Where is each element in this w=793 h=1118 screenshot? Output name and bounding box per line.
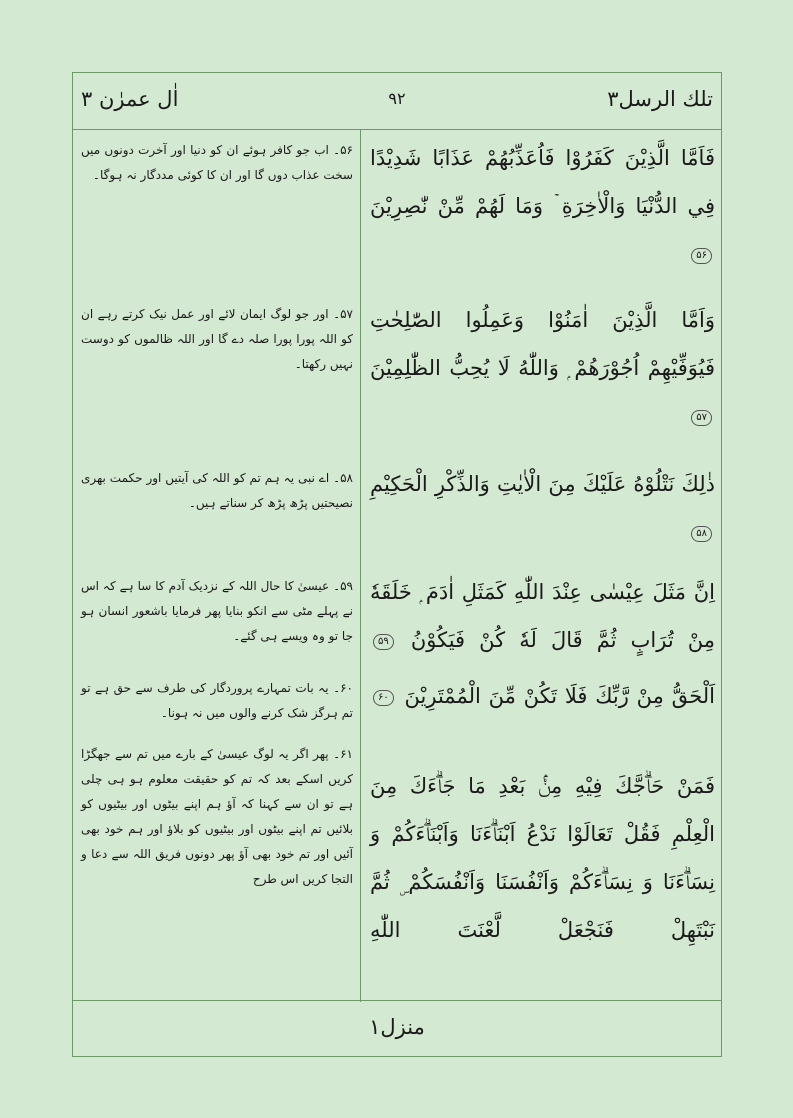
- verse-number-marker: ۵۸: [691, 526, 712, 542]
- urdu-translation-56: ۵۶۔ اب جو کافر ہوئے ان کو دنیا اور آخرت دونوں میں سخت عذاب دوں گا اور ان کا کوئی مددگار نہ ہوگا۔: [81, 143, 353, 182]
- page-frame: [72, 72, 722, 1057]
- urdu-translation-60: ۶۰۔ یہ بات تمہارے پروردگار کی طرف سے حق ہے تو تم ہرگز شک کرنے والوں میں نہ ہونا۔: [81, 681, 353, 720]
- content-area: [73, 130, 721, 1002]
- arabic-text: اِنَّ مَثَلَ عِيْسٰى عِنْدَ اللّٰهِ كَمَثَلِ اٰدَمَ ۭ خَلَقَهٗ مِنْ تُرَابٍ ثُمَّ قَالَ لَهٗ كُنْ فَيَكُوْنُ: [370, 580, 715, 652]
- juz-title: تلك الرسل۳: [607, 87, 713, 111]
- arabic-text: وَاَمَّا الَّذِيْنَ اٰمَنُوْا وَعَمِلُوا الصّٰلِحٰتِ فَيُوَفِّيْهِمْ اُجُوْرَهُمْ ۭ وَاللّٰهُ لَا يُحِبُّ الظّٰلِمِيْنَ: [370, 308, 715, 380]
- verse-number-marker: ۵۶: [691, 248, 712, 264]
- arabic-text: فَاَمَّا الَّذِيْنَ كَفَرُوْا فَاُعَذِّبُهُمْ عَذَابًا شَدِيْدًا فِي الدُّنْيَا وَالْاٰخِرَةِ ۡ وَمَا لَهُمْ مِّنْ نّٰصِرِيْنَ: [370, 146, 715, 218]
- urdu-translation-59: ۵۹۔ عیسیٰ کا حال اللہ کے نزدیک آدم کا سا ہے کہ اس نے پہلے مٹی سے انکو بنایا پھر فرمایا باشعور انسان ہو جا تو وہ ویسے ہی گئے۔: [81, 579, 353, 643]
- column-divider: [360, 130, 361, 1002]
- urdu-translation-58: ۵۸۔ اے نبی یہ ہم تم کو اللہ کی آیتیں اور حکمت بھری نصیحتیں پڑھ پڑھ کر سناتے ہیں۔: [81, 471, 353, 510]
- arabic-verse-61: [370, 762, 715, 954]
- manzil-label: منزل۱: [369, 1015, 425, 1039]
- arabic-verse-56: [370, 134, 715, 278]
- urdu-translation-57: ۵۷۔ اور جو لوگ ایمان لائے اور عمل نیک کرتے رہے ان کو اللہ پورا پورا صلہ دے گا اور اللہ ظالموں کو دوست نہیں رکھتا۔: [81, 307, 353, 371]
- page-footer: [73, 1000, 721, 1056]
- page-header: [73, 73, 721, 130]
- verse-number-marker: ۶۰: [373, 690, 394, 706]
- arabic-verse-60: [370, 672, 715, 720]
- verse-number-marker: ۵۷: [691, 410, 712, 426]
- verse-number-marker: ۵۹: [373, 634, 394, 650]
- arabic-text: ذٰلِكَ نَتْلُوْهُ عَلَيْكَ مِنَ الْاٰيٰتِ وَالذِّكْرِ الْحَكِيْمِ: [370, 472, 715, 496]
- arabic-verse-58: [370, 460, 715, 556]
- urdu-translation-61: ۶۱۔ پھر اگر یہ لوگ عیسیٰ کے بارے میں تم سے جھگڑا کریں اسکے بعد کہ تم کو حقیقت معلوم ہو ہی چلی ہے تو ان سے کہنا کہ آؤ ہم اپنے بیٹوں اور بیٹیوں کو بلائیں تم اپنے بیٹوں اور بیٹیوں کو بلاؤ اور ہم خود بھی آئیں اور تم خود بھی آؤ پھر دونوں فریق اللہ سے دعا و التجا کریں اس طرح: [81, 747, 353, 886]
- arabic-verse-59: [370, 568, 715, 664]
- arabic-text: فَمَنْ حَاۗجَّكَ فِيْهِ مِنْۢ بَعْدِ مَا جَاۗءَكَ مِنَ الْعِلْمِ فَقُلْ تَعَالَوْا نَدْعُ اَبْنَاۗءَنَا وَاَبْنَاۗءَكُمْ وَ نِسَاۗءَنَا وَ نِسَاۗءَكُمْ وَاَنْفُسَنَا وَاَنْفُسَكُمْ ۣ ثُمَّ نَبْتَهِلْ فَنَجْعَلْ لَّعْنَتَ اللّٰهِ: [370, 774, 715, 942]
- page-number: ۹۲: [388, 89, 406, 108]
- arabic-text: اَلْحَقُّ مِنْ رَّبِّكَ فَلَا تَكُنْ مِّنَ الْمُمْتَرِيْنَ: [404, 684, 715, 708]
- surah-title: اٰل عمرٰن ۳: [81, 87, 179, 111]
- arabic-verse-57: [370, 296, 715, 440]
